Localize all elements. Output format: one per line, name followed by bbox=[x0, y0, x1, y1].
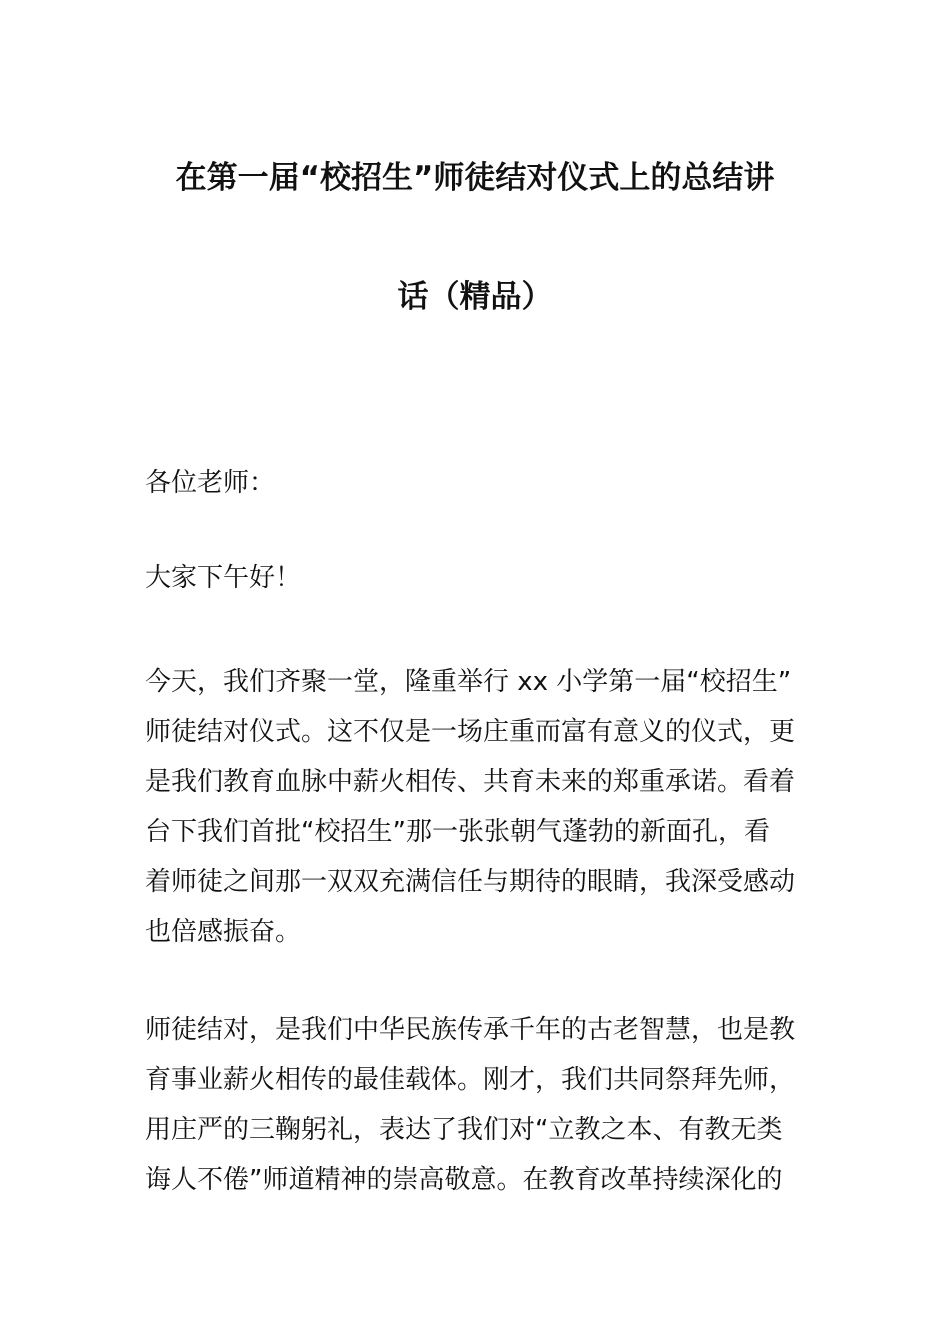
paragraph-line: 是我们教育血脉中薪火相传、共育未来的郑重承诺。看着 bbox=[145, 767, 796, 797]
paragraph-line: 今天，我们齐聚一堂，隆重举行 xx 小学第一届“校招生” bbox=[145, 667, 792, 697]
paragraph-line: 台下我们首批“校招生”那一张张朝气蓬勃的新面孔，看 bbox=[145, 817, 770, 847]
paragraph-line: 师徒结对，是我们中华民族传承千年的古老智慧，也是教 bbox=[145, 1015, 796, 1045]
document-title-line-1: 在第一届“校招生”师徒结对仪式上的总结讲 bbox=[175, 160, 775, 196]
greeting: 大家下午好！ bbox=[145, 563, 302, 593]
salutation: 各位老师： bbox=[145, 468, 276, 498]
paragraph-line: 师徒结对仪式。这不仅是一场庄重而富有意义的仪式，更 bbox=[145, 717, 796, 747]
paragraph-line: 用庄严的三鞠躬礼，表达了我们对“立教之本、有教无类 bbox=[145, 1115, 783, 1145]
body-paragraph-2 bbox=[145, 1005, 807, 1205]
document-title-line-2: 话（精品） bbox=[397, 279, 553, 315]
paragraph-line: 育事业薪火相传的最佳载体。刚才，我们共同祭拜先师， bbox=[145, 1065, 796, 1095]
body-paragraph-1 bbox=[145, 657, 807, 957]
paragraph-line: 着师徒之间那一双双充满信任与期待的眼睛，我深受感动 bbox=[145, 867, 796, 897]
paragraph-line: 诲人不倦”师道精神的崇高敬意。在教育改革持续深化的 bbox=[145, 1165, 783, 1195]
paragraph-line: 也倍感振奋。 bbox=[145, 917, 302, 947]
